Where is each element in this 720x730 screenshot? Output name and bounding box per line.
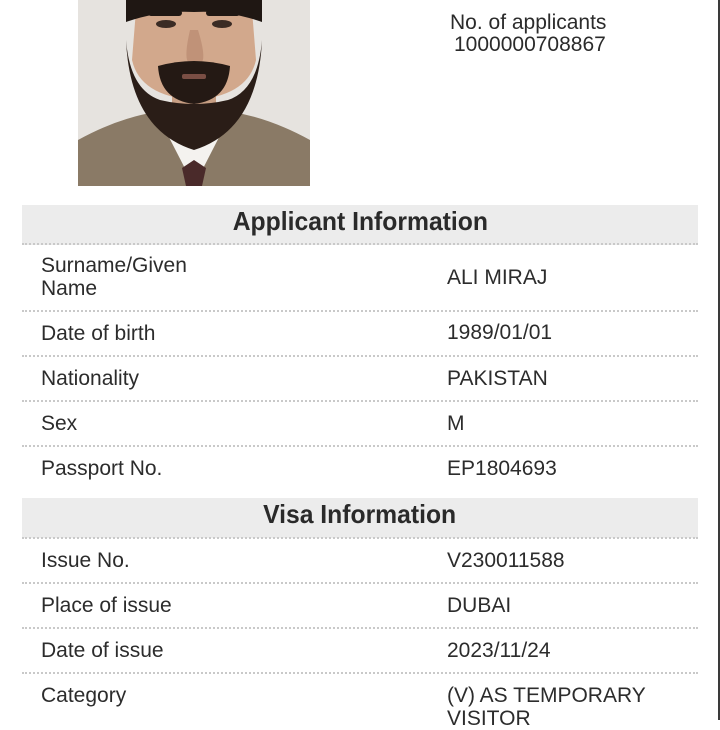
field-value-name: ALI MIRAJ — [447, 266, 548, 289]
field-value-passport: EP1804693 — [447, 457, 557, 480]
field-value-nationality: PAKISTAN — [447, 367, 548, 390]
field-value-sex: M — [447, 412, 465, 435]
applicant-section-title-text: Applicant Information — [232, 206, 488, 236]
divider — [22, 400, 698, 402]
divider — [22, 243, 698, 245]
field-label-date-of-issue: Date of issue — [41, 639, 164, 662]
field-value-date-of-issue: 2023/11/24 — [447, 639, 551, 662]
divider — [22, 445, 698, 447]
divider — [22, 582, 698, 584]
visa-section-title — [22, 498, 698, 538]
field-label-name: Surname/Given Name — [41, 254, 187, 300]
applicants-number: 1000000708867 — [454, 33, 606, 56]
applicant-section-title — [22, 205, 698, 245]
field-label-passport: Passport No. — [41, 457, 163, 480]
applicant-photo — [78, 0, 310, 186]
visa-section-title-text: Visa Information — [263, 499, 457, 529]
field-value-place-of-issue: DUBAI — [447, 594, 512, 617]
applicants-label: No. of applicants — [450, 11, 607, 34]
field-value-dob: 1989/01/01 — [447, 321, 553, 344]
field-value-category: (V) AS TEMPORARY VISITOR — [447, 684, 646, 730]
field-label-issue-no: Issue No. — [41, 549, 130, 572]
divider — [22, 627, 698, 629]
field-label-dob: Date of birth — [41, 322, 156, 345]
field-label-sex: Sex — [41, 412, 78, 435]
field-value-issue-no: V230011588 — [447, 549, 565, 572]
applicants-info — [450, 12, 606, 56]
divider — [22, 537, 698, 539]
field-label-nationality: Nationality — [41, 367, 140, 390]
field-label-place-of-issue: Place of issue — [41, 594, 172, 617]
divider — [22, 310, 698, 312]
divider — [22, 355, 698, 357]
field-label-category: Category — [41, 684, 127, 707]
divider — [22, 672, 698, 674]
